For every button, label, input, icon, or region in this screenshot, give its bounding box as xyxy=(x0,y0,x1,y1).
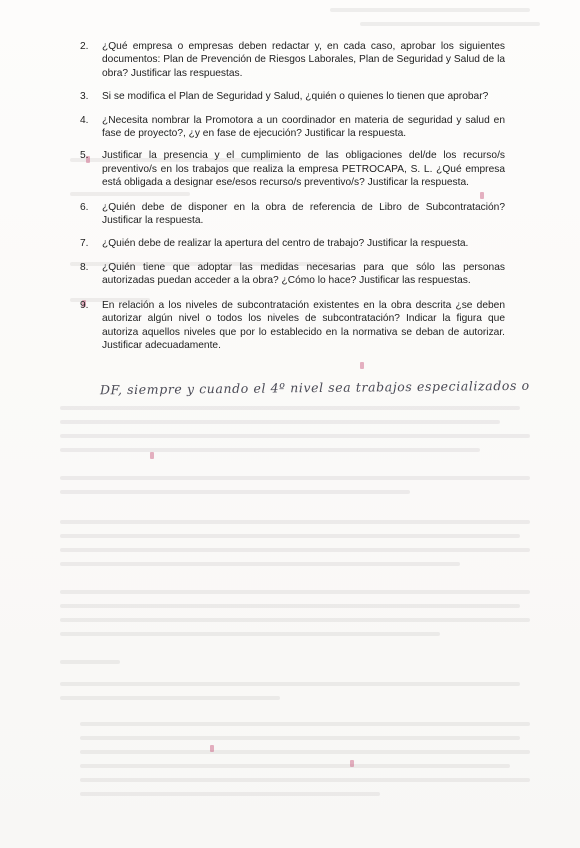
question-number: 4. xyxy=(80,114,89,126)
question-number: 2. xyxy=(80,41,89,52)
question-text: En relación a los niveles de subcontratación existentes en la obra descrita ¿se deben autorizar algún nivel o todos los niveles de subcontratación? Indicar la figura que autoriza aquellos niveles que por lo establecido en la normativa se deban de autorizar. Justificar adecuadamente. xyxy=(102,299,505,351)
question-8 xyxy=(80,261,505,288)
question-2 xyxy=(80,40,505,80)
question-text: ¿Quién debe de disponer en la obra de referencia de Libro de Subcontratación? Justificar la respuesta. xyxy=(102,201,505,227)
question-7 xyxy=(80,237,505,250)
question-number: 5. xyxy=(80,150,89,162)
question-6 xyxy=(80,201,505,228)
question-text: ¿Quién debe de realizar la apertura del centro de trabajo? Justificar la respuesta. xyxy=(102,238,469,250)
question-text: ¿Necesita nombrar la Promotora a un coordinador en materia de seguridad y salud en fase de proyecto?, ¿y en fase de ejecución? Justificar la respuesta. xyxy=(102,114,505,140)
question-text: ¿Qué empresa o empresas deben redactar y, en cada caso, aprobar los siguientes documentos: Plan de Prevención de Riesgos Laborales, Plan de Seguridad y Salud de la obra? Justificar las respuestas. xyxy=(102,41,505,79)
question-text: Si se modifica el Plan de Seguridad y Salud, ¿quién o quienes lo tienen que aprobar? xyxy=(102,91,489,103)
question-5 xyxy=(80,149,505,189)
question-4 xyxy=(80,114,505,141)
question-9 xyxy=(80,299,505,353)
question-text: ¿Quién tiene que adoptar las medidas necesarias para que sólo las personas autorizadas puedan acceder a la obra? ¿Cómo lo hace? Justificar las respuestas. xyxy=(102,261,505,287)
question-number: 9. xyxy=(80,299,89,311)
question-3 xyxy=(80,90,505,103)
question-number: 6. xyxy=(80,201,89,213)
question-list xyxy=(80,40,505,352)
question-number: 3. xyxy=(80,91,89,103)
question-number: 7. xyxy=(80,238,89,250)
handwritten-answer: DF, siempre y cuando el 4º nivel sea trabajos especializados o xyxy=(99,377,530,398)
question-number: 8. xyxy=(80,261,89,273)
question-text: Justificar la presencia y el cumplimiento de las obligaciones del/de los recurso/s preventivo/s en los trabajos que realiza la empresa PETROCAPA, S. L. ¿Qué empresa está obligada a designar ese/esos recurso/s preventivo/s? Justificar la respuesta. xyxy=(102,150,505,189)
